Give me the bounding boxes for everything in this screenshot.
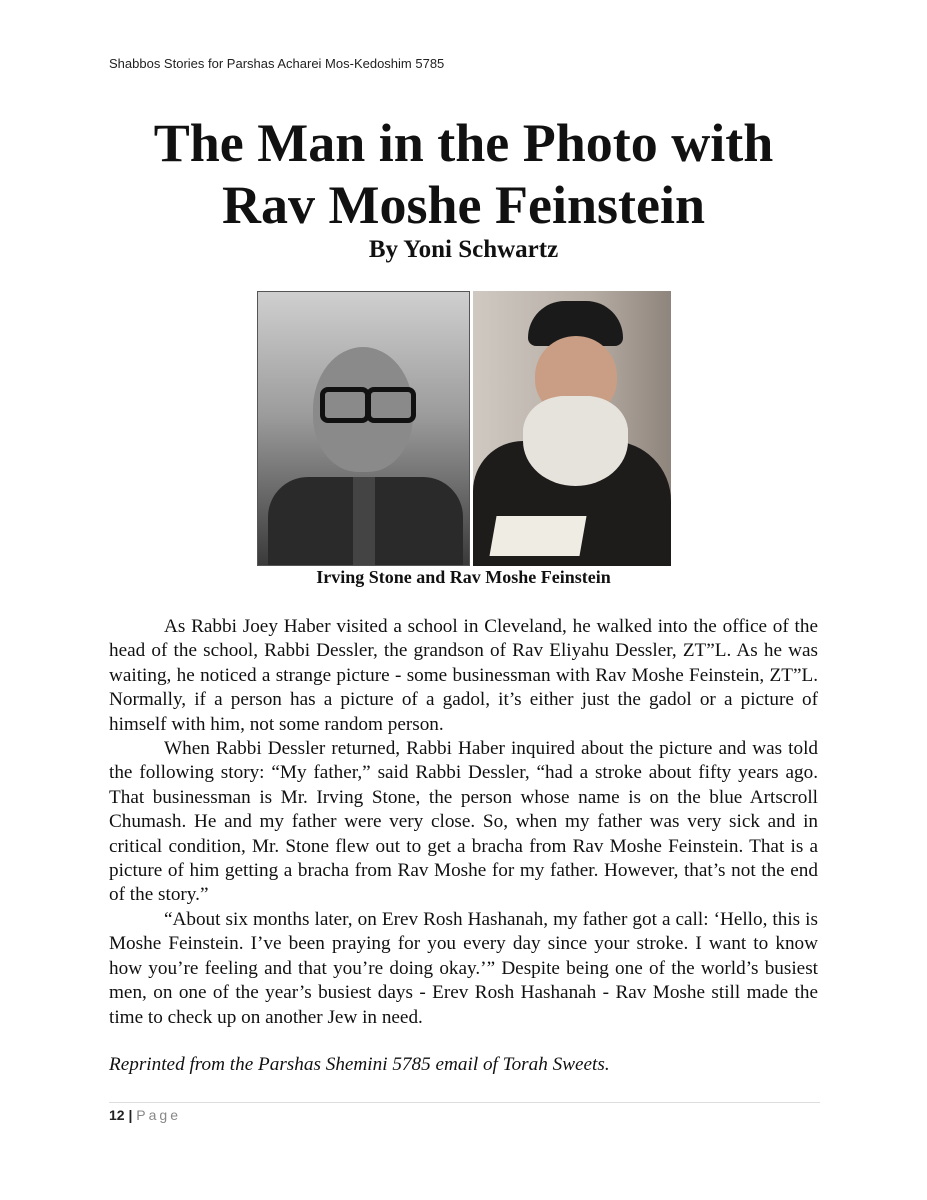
paragraph: “About six months later, on Erev Rosh Hashanah, my father got a call: ‘Hello, this is Moshe Feinstein. I’ve been praying for you every day since your stroke. I want to know how you’re feeling and that you’re doing okay.’” Despite being one of the world’s busiest men, on one of the year’s busiest days - Erev Rosh Hashanah - Rav Moshe still made the time to check up on another Jew in need. bbox=[109, 908, 818, 1028]
byline: By Yoni Schwartz bbox=[368, 236, 559, 263]
page-label: Page bbox=[136, 1107, 181, 1123]
footer-separator: | bbox=[128, 1107, 133, 1123]
photo-caption: Irving Stone and Rav Moshe Feinstein bbox=[316, 567, 611, 587]
reprint-credit: Reprinted from the Parshas Shemini 5785 email of Torah Sweets. bbox=[109, 1054, 610, 1075]
page-number: 12 bbox=[109, 1107, 125, 1123]
footer-divider bbox=[109, 1102, 820, 1103]
photo-rav-moshe-feinstein bbox=[473, 291, 671, 566]
article-body bbox=[109, 615, 818, 1030]
title-line-1: The Man in the Photo with bbox=[153, 113, 774, 173]
page-footer bbox=[109, 1107, 181, 1123]
running-header: Shabbos Stories for Parshas Acharei Mos-Kedoshim 5785 bbox=[109, 56, 445, 71]
paragraph: As Rabbi Joey Haber visited a school in Cleveland, he walked into the office of the head of the school, Rabbi Dessler, the grandson of Rav Eliyahu Dessler, ZT”L. As he was waiting, he noticed a strange picture - some businessman with Rav Moshe Feinstein, ZT”L. Normally, if a person has a picture of a gadol, it’s either just the gadol or a picture of himself with him, not some random person. bbox=[109, 616, 818, 735]
page-title bbox=[0, 112, 927, 236]
paragraph: When Rabbi Dessler returned, Rabbi Haber inquired about the picture and was told the following story: “My father,” said Rabbi Dessler, “had a stroke about fifty years ago. That businessman is Mr. Irving Stone, the person whose name is on the blue Artscroll Chumash. He and my father were very close. So, when my father was very sick and in critical condition, Mr. Stone flew out to get a bracha from Rav Moshe Feinstein. That is a picture of him getting a bracha from Rav Moshe for my father. However, that’s not the end of the story.” bbox=[109, 738, 818, 906]
title-line-2: Rav Moshe Feinstein bbox=[222, 175, 705, 235]
photo-irving-stone bbox=[257, 291, 470, 566]
photo-pair bbox=[257, 291, 671, 566]
